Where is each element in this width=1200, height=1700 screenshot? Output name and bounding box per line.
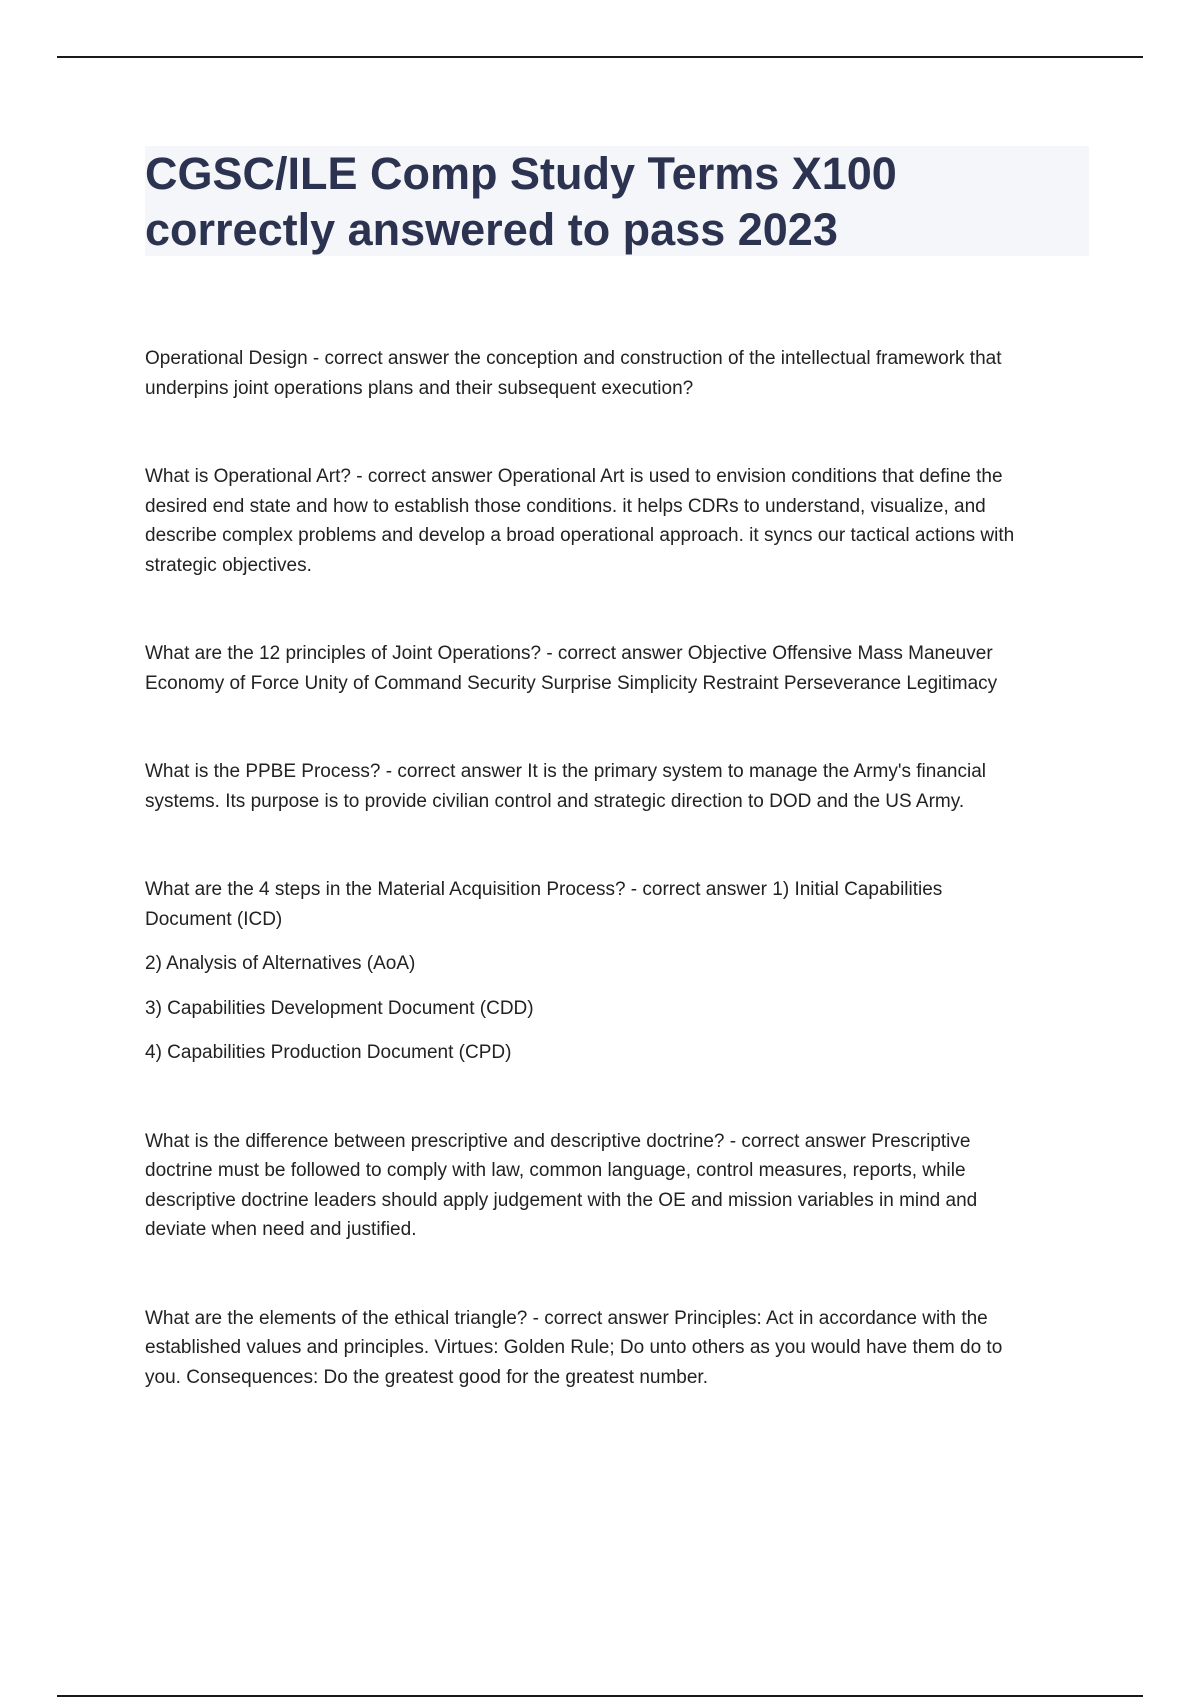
- entry-principles-joint-operations: [145, 639, 1085, 698]
- entry-line: Operational Design - correct answer the conception and construction of the intellectual framework that: [145, 348, 1002, 369]
- title-line-2: correctly answered to pass 2023: [145, 204, 838, 255]
- entry-line: What is Operational Art? - correct answer Operational Art is used to envision conditions that define the: [145, 466, 1003, 487]
- entry-line: What are the elements of the ethical triangle? - correct answer Principles: Act in accordance with the: [145, 1307, 988, 1329]
- entry-line: descriptive doctrine leaders should apply judgement with the OE and mission variables in mind and: [145, 1189, 978, 1211]
- entry-ppbe-process: [145, 757, 1085, 816]
- entry-line: desired end state and how to establish those conditions. it helps CDRs to understand, visualize, and: [145, 495, 986, 517]
- title-line-1: CGSC/ILE Comp Study Terms X100: [145, 148, 897, 199]
- entry-subitem: 4) Capabilities Production Document (CPD): [145, 1042, 512, 1063]
- entry-line: Economy of Force Unity of Command Security Surprise Simplicity Restraint Perseverance Legitimacy: [145, 672, 998, 694]
- entry-line: describe complex problems and develop a broad operational approach. it syncs our tactical actions with: [145, 525, 1015, 546]
- entry-material-acquisition: [145, 875, 1085, 1068]
- entry-subitem: 2) Analysis of Alternatives (AoA): [145, 953, 416, 974]
- entry-line: What is the difference between prescriptive and descriptive doctrine? - correct answer Prescriptive: [145, 1130, 971, 1152]
- entry-line: underpins joint operations plans and their subsequent execution?: [145, 377, 694, 399]
- entry-line: doctrine must be followed to comply with law, common language, control measures, reports, while: [145, 1160, 966, 1181]
- bottom-rule: [57, 1695, 1143, 1697]
- entry-doctrine-difference: [145, 1127, 1085, 1245]
- entry-operational-art: [145, 462, 1085, 580]
- entry-line: deviate when need and justified.: [145, 1219, 417, 1240]
- entry-line: What are the 4 steps in the Material Acquisition Process? - correct answer 1) Initial Capabilities: [145, 879, 943, 900]
- entry-line: Document (ICD): [145, 908, 283, 930]
- entry-line: What are the 12 principles of Joint Operations? - correct answer Objective Offensive Mass Maneuver: [145, 643, 993, 664]
- entry-subitem: 3) Capabilities Development Document (CDD): [145, 997, 534, 1019]
- entry-line: systems. Its purpose is to provide civilian control and strategic direction to DOD and the US Army.: [145, 790, 965, 812]
- entry-line: What is the PPBE Process? - correct answer It is the primary system to manage the Army's financial: [145, 761, 986, 782]
- document-body: [145, 344, 1085, 1451]
- entry-line: established values and principles. Virtues: Golden Rule; Do unto others as you would have them do to: [145, 1337, 1003, 1358]
- entry-line: strategic objectives.: [145, 554, 312, 576]
- entry-line: you. Consequences: Do the greatest good for the greatest number.: [145, 1366, 708, 1388]
- entry-ethical-triangle: [145, 1304, 1085, 1393]
- document-title: [145, 146, 1089, 256]
- top-rule: [57, 56, 1143, 58]
- entry-operational-design: [145, 344, 1085, 403]
